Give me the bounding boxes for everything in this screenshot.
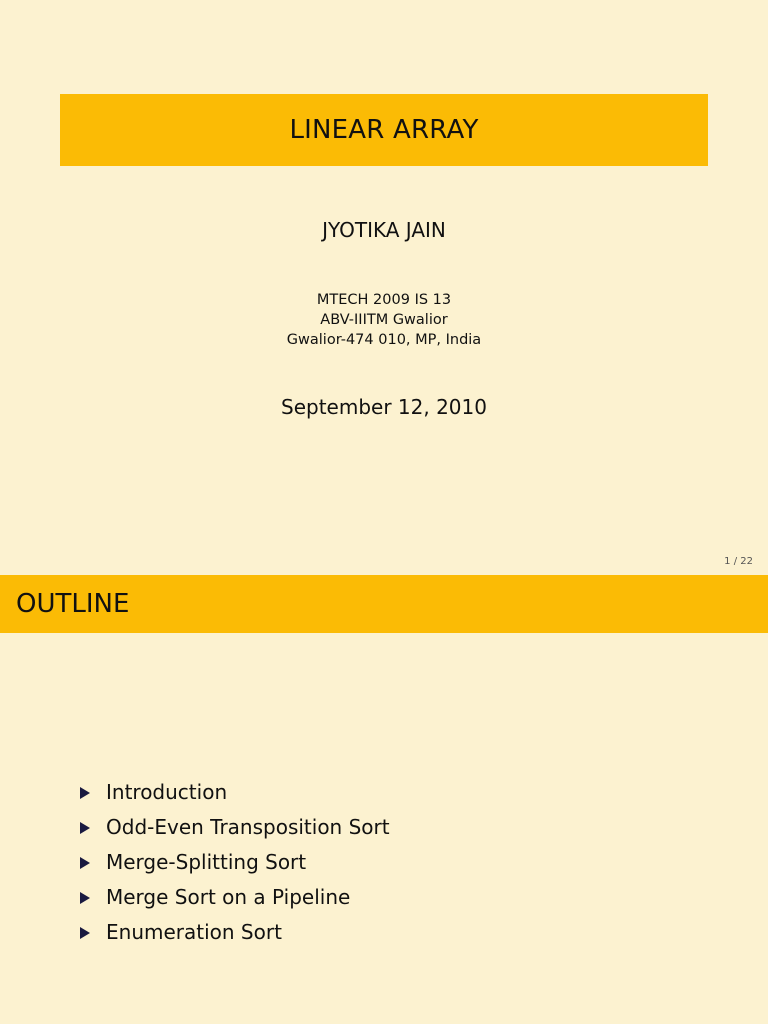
- presentation-title: LINEAR ARRAY: [289, 115, 479, 145]
- outline-slide: [0, 575, 768, 1024]
- frame-title: OUTLINE: [16, 589, 130, 619]
- list-item-label: Introduction: [106, 779, 228, 804]
- triangle-bullet-icon: [80, 822, 90, 834]
- title-box: [60, 94, 708, 166]
- institute-line: MTECH 2009 IS 13: [316, 292, 452, 308]
- institute-block: [0, 290, 768, 350]
- institute-line: Gwalior-474 010, MP, India: [286, 332, 482, 348]
- triangle-bullet-icon: [80, 892, 90, 904]
- list-item: [80, 774, 390, 809]
- list-item: [80, 914, 390, 949]
- list-item: [80, 844, 390, 879]
- triangle-bullet-icon: [80, 927, 90, 939]
- outline-list: [80, 774, 390, 949]
- list-item-label: Merge Sort on a Pipeline: [106, 884, 351, 909]
- author-name: JYOTIKA JAIN: [322, 218, 446, 242]
- institute-line: ABV-IIITM Gwalior: [320, 312, 448, 328]
- list-item: [80, 809, 390, 844]
- triangle-bullet-icon: [80, 787, 90, 799]
- triangle-bullet-icon: [80, 857, 90, 869]
- frame-title-bar: [0, 575, 768, 633]
- list-item-label: Merge-Splitting Sort: [106, 849, 307, 874]
- list-item: [80, 879, 390, 914]
- presentation-date: September 12, 2010: [281, 395, 487, 419]
- list-item-label: Odd-Even Transposition Sort: [106, 814, 390, 839]
- list-item-label: Enumeration Sort: [106, 919, 282, 944]
- page-number: 1 / 22: [724, 556, 753, 567]
